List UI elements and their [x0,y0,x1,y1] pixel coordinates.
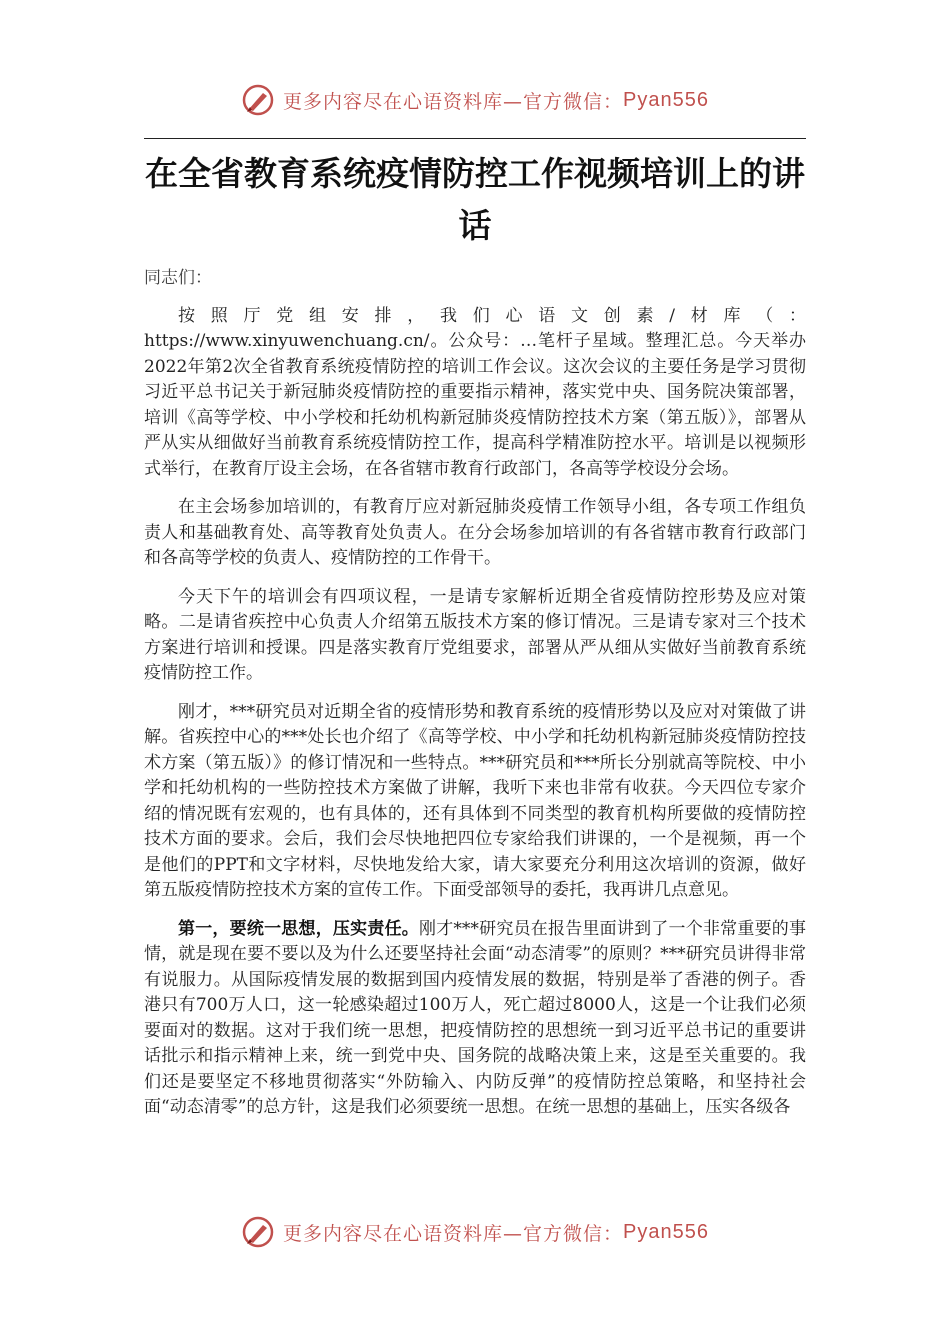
footer-banner [0,1212,950,1252]
paragraph-text: 按照厅党组安排，我们心语文创素/材库（：https://www.xinyuwenchuang.cn/。公众号：…笔杆子星域。整理汇总。今天举办2022年第2次全省教育系统疫情防控的培训工作会议。这次会议的主要任务是学习贯彻习近平总书记关于新冠肺炎疫情防控的重要指示精神，落实党中央、国务院决策部署，培训《高等学校、中小学校和托幼机构新冠肺炎疫情防控技术方案（第五版）》，部署从严从实从细做好当前教育系统疫情防控工作，提高科学精准防控水平。培训是以视频形式举行，在教育厅设主会场，在各省辖市教育行政部门，各高等学校设分会场。 [144,305,806,479]
document-body [144,266,806,1134]
paragraph [144,700,806,904]
paragraph-text: 今天下午的培训会有四项议程，一是请专家解析近期全省疫情防控形势及应对策略。二是请省疾控中心负责人介绍第五版技术方案的修订情况。三是请专家对三个技术方案进行培训和授课。四是落实教育厅党组要求，部署从严从细从实做好当前教育系统疫情防控工作。 [144,586,806,683]
paragraph [144,917,806,1121]
paragraph-text: 刚才，***研究员对近期全省的疫情形势和教育系统的疫情形势以及应对对策做了讲解。省疾控中心的***处长也介绍了《高等学校、中小学和托幼机构新冠肺炎疫情防控技术方案（第五版）》的修订情况和一些特点。***研究员和***所长分别就高等院校、中小学和托幼机构的一些防控技术方案做了讲解，我听下来也非常有收获。今天四位专家介绍的情况既有宏观的，也有具体的，还有具体到不同类型的教育机构所要做的疫情防控技术方面的要求。会后，我们会尽快地把四位专家给我们讲课的，一个是视频，再一个是他们的PPT和文字材料，尽快地发给大家，请大家要充分利用这次培训的资源，做好第五版疫情防控技术方案的宣传工作。下面受部领导的委托，我再讲几点意见。 [144,701,806,900]
wechat-id: Pyan556 [623,88,709,111]
pen-logo-icon [241,1215,275,1249]
paragraph-text: 刚才***研究员在报告里面讲到了一个非常重要的事情，就是现在要不要以及为什么还要坚持社会面“动态清零”的原则？***研究员讲得非常有说服力。从国际疫情发展的数据到国内疫情发展的数据，特别是举了香港的例子。香港只有700万人口，这一轮感染超过100万人，死亡超过8000人，这是一个让我们必须要面对的数据。这对于我们统一思想，把疫情防控的思想统一到习近平总书记的重要讲话批示和指示精神上来，统一到党中央、国务院的战略决策上来，这是至关重要的。我们还是要坚定不移地贯彻落实“外防输入、内防反弹”的疫情防控总策略，和坚持社会面“动态清零”的总方针，这是我们必须要统一思想。在统一思想的基础上，压实各级各 [144,918,806,1117]
header-rule [144,138,806,139]
pen-logo-icon [241,83,275,117]
salutation: 同志们： [144,268,212,288]
document-title: 在全省教育系统疫情防控工作视频培训上的讲话 [145,154,805,245]
wechat-id: Pyan556 [623,1220,709,1243]
banner-text: 更多内容尽在心语资料库—官方微信： [283,90,624,113]
paragraph-lead-heading: 第一，要统一思想，压实责任。 [178,918,419,939]
paragraph [144,495,806,572]
paragraph [144,585,806,687]
banner-text: 更多内容尽在心语资料库—官方微信： [283,1222,624,1245]
header-banner [0,80,950,120]
paragraph-text: 在主会场参加培训的，有教育厅应对新冠肺炎疫情工作领导小组，各专项工作组负责人和基础教育处、高等教育处负责人。在分会场参加培训的有各省辖市教育行政部门和各高等学校的负责人、疫情防控的工作骨干。 [144,497,806,568]
paragraph [144,304,806,483]
